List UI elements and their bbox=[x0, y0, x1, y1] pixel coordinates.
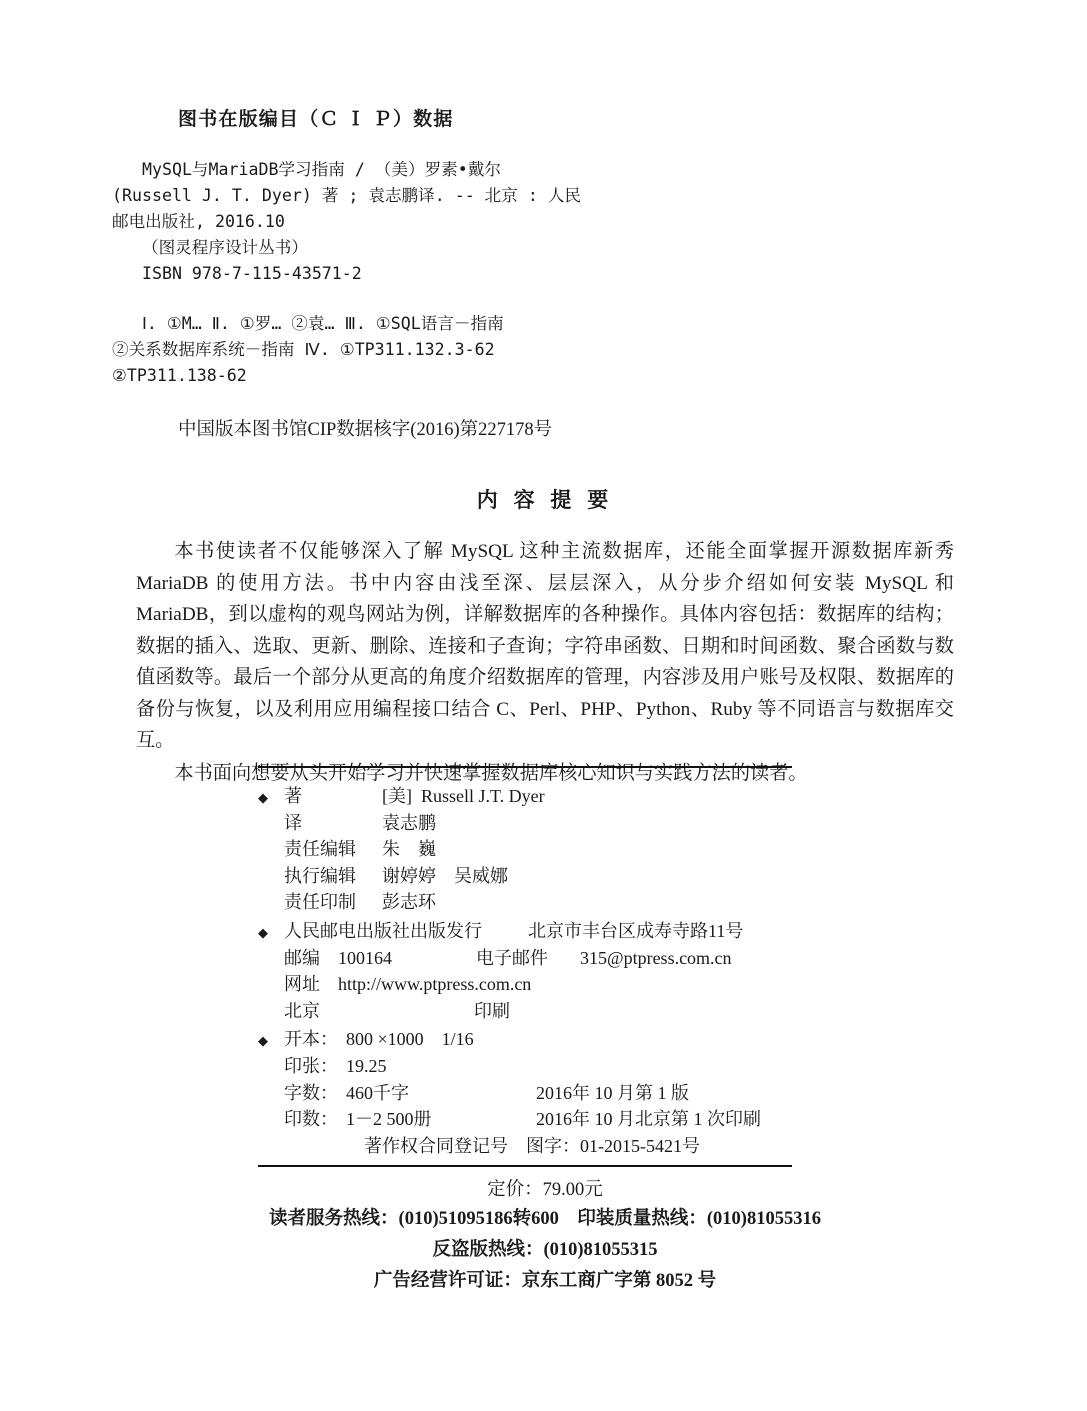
spec-row-format bbox=[258, 1027, 792, 1054]
abstract-paragraph-2: 本书面向想要从头开始学习并快速掌握数据库核心知识与实践方法的读者。 bbox=[174, 762, 808, 784]
postcode-value: 100164 bbox=[338, 947, 392, 968]
cip-heading: 图书在版编目（Ｃ Ｉ Ｐ）数据 bbox=[178, 109, 454, 130]
credit-row-responsible-editor bbox=[258, 837, 792, 864]
email-label: 电子邮件 bbox=[476, 947, 548, 968]
bullet-spacer bbox=[258, 1108, 284, 1134]
website-value: http://www.ptpress.com.cn bbox=[338, 974, 532, 995]
credit-label-translator: 译 bbox=[284, 812, 302, 833]
publisher-website-row bbox=[258, 972, 792, 999]
service-hotline-line: 读者服务热线：(010)51095186转600 印装质量热线：(010)81055316 bbox=[269, 1209, 821, 1229]
cip-cataloging-number: 中国版本图书馆CIP数据核字(2016)第227178号 bbox=[178, 420, 553, 440]
printer-row bbox=[258, 999, 792, 1026]
credit-value-responsible-editor: 朱 巍 bbox=[382, 839, 436, 860]
bullet-spacer bbox=[258, 1000, 284, 1026]
format-label: 开本： bbox=[284, 1029, 338, 1050]
cip-classification-line-1: Ⅰ. ①M… Ⅱ. ①罗… ②袁… Ⅲ. ①SQL语言－指南 bbox=[112, 314, 504, 333]
cip-isbn-line: ISBN 978-7-115-43571-2 bbox=[112, 264, 362, 283]
bullet-spacer bbox=[258, 865, 284, 891]
bullet-spacer bbox=[258, 973, 284, 999]
bullet-spacer bbox=[258, 838, 284, 864]
email-value: 315@ptpress.com.cn bbox=[580, 947, 732, 968]
credit-row-executive-editor bbox=[258, 864, 792, 891]
bullet-spacer bbox=[258, 1055, 284, 1081]
diamond-bullet-icon: ◆ bbox=[258, 924, 268, 940]
credit-row-translator bbox=[258, 811, 792, 838]
bullet-spacer bbox=[258, 1082, 284, 1108]
words-value: 460千字 bbox=[346, 1082, 409, 1103]
spec-row-copies bbox=[258, 1107, 792, 1134]
print-word: 印刷 bbox=[474, 1000, 510, 1021]
cip-classification-line-2: ②关系数据库系统－指南 Ⅳ. ①TP311.132.3-62 bbox=[112, 340, 495, 359]
diamond-bullet-icon: ◆ bbox=[258, 790, 268, 805]
cip-entry-line-2: (Russell J. T. Dyer) 著 ; 袁志鹏译. -- 北京 : 人民 bbox=[112, 186, 582, 205]
credit-row-author bbox=[258, 784, 792, 811]
bullet-spacer bbox=[258, 891, 284, 917]
diamond-bullet-icon: ◆ bbox=[258, 1033, 268, 1049]
credit-label-responsible-editor: 责任编辑 bbox=[284, 839, 356, 860]
colophon-credits-group bbox=[258, 784, 792, 917]
colophon-publisher-group bbox=[258, 919, 792, 1025]
credit-value-executive-editor: 谢婷婷 吴威娜 bbox=[382, 865, 508, 886]
publisher-contact-row bbox=[258, 946, 792, 973]
credit-value-translator: 袁志鹏 bbox=[382, 812, 436, 833]
edition-info: 2016年 10 月第 1 版 bbox=[536, 1082, 689, 1103]
footer-block bbox=[150, 1176, 940, 1297]
cip-block bbox=[112, 104, 732, 441]
colophon-specs-group bbox=[258, 1027, 792, 1159]
publisher-name: 人民邮电出版社出版发行 bbox=[284, 920, 482, 941]
credit-value-production-editor: 彭志环 bbox=[382, 892, 436, 913]
credit-row-production-editor bbox=[258, 890, 792, 917]
credit-label-production-editor: 责任印制 bbox=[284, 892, 356, 913]
spec-row-words bbox=[258, 1081, 792, 1108]
abstract-section bbox=[136, 484, 954, 789]
postcode-label: 邮编 bbox=[284, 947, 320, 968]
credit-label-executive-editor: 执行编辑 bbox=[284, 865, 356, 886]
cip-entry-line-3: 邮电出版社, 2016.10 bbox=[112, 212, 285, 231]
sheets-label: 印张： bbox=[284, 1055, 338, 1076]
colophon-block bbox=[258, 766, 792, 1167]
print-city: 北京 bbox=[284, 1000, 320, 1021]
copies-label: 印数： bbox=[284, 1109, 338, 1130]
publisher-address: 北京市丰台区成寿寺路11号 bbox=[528, 920, 744, 941]
cip-spacer bbox=[112, 287, 732, 311]
website-label: 网址 bbox=[284, 974, 320, 995]
colophon-bottom-rule bbox=[258, 1165, 792, 1167]
credit-label-author: 著 bbox=[284, 786, 302, 806]
publisher-row bbox=[258, 919, 792, 946]
cip-classification-line-3: ②TP311.138-62 bbox=[112, 366, 247, 385]
cip-series-line: （图灵程序设计丛书） bbox=[112, 238, 308, 257]
words-label: 字数： bbox=[284, 1082, 338, 1103]
abstract-paragraph-1: 本书使读者不仅能够深入了解 MySQL 这种主流数据库，还能全面掌握开源数据库新秀 MariaDB 的使用方法。书中内容由浅至深、层层深入，从分步介绍如何安装 MySQL 和 MariaDB，到以虚构的观鸟网站为例，详解数据库的各种操作。具体内容包括：数据库的结构；数据的插入、选取、更新、删除、连接和子查询；字符串函数、日期和时间函数、聚合函数与数值函数等。最后一个部分从更高的角度介绍数据库的管理，内容涉及用户账号及权限、数据库的备份与恢复，以及利用应用编程接口结合 C、Perl、PHP、Python、Ruby 等不同语言与数据库交互。 bbox=[136, 541, 954, 751]
sheets-value: 19.25 bbox=[346, 1055, 387, 1076]
colophon-body bbox=[258, 768, 792, 1159]
cip-entry-line-1: MySQL与MariaDB学习指南 / （美）罗素•戴尔 bbox=[112, 160, 501, 179]
copyright-registration: 著作权合同登记号 图字：01-2015-5421号 bbox=[364, 1135, 700, 1156]
ad-license-line: 广告经营许可证：京东工商广字第 8052 号 bbox=[373, 1271, 717, 1291]
antipiracy-hotline-line: 反盗版热线：(010)81055315 bbox=[432, 1240, 658, 1260]
credit-value-author: [美] Russell J.T. Dyer bbox=[382, 786, 545, 806]
printing-info: 2016年 10 月北京第 1 次印刷 bbox=[536, 1109, 761, 1130]
bullet-spacer bbox=[258, 812, 284, 838]
format-value: 800 ×1000 1/16 bbox=[346, 1029, 474, 1050]
copies-value: 1－2 500册 bbox=[346, 1109, 432, 1130]
abstract-title: 内 容 提 要 bbox=[476, 489, 614, 512]
bullet-spacer bbox=[258, 947, 284, 973]
price-line: 定价：79.00元 bbox=[487, 1180, 603, 1200]
spec-row-sheets bbox=[258, 1054, 792, 1081]
